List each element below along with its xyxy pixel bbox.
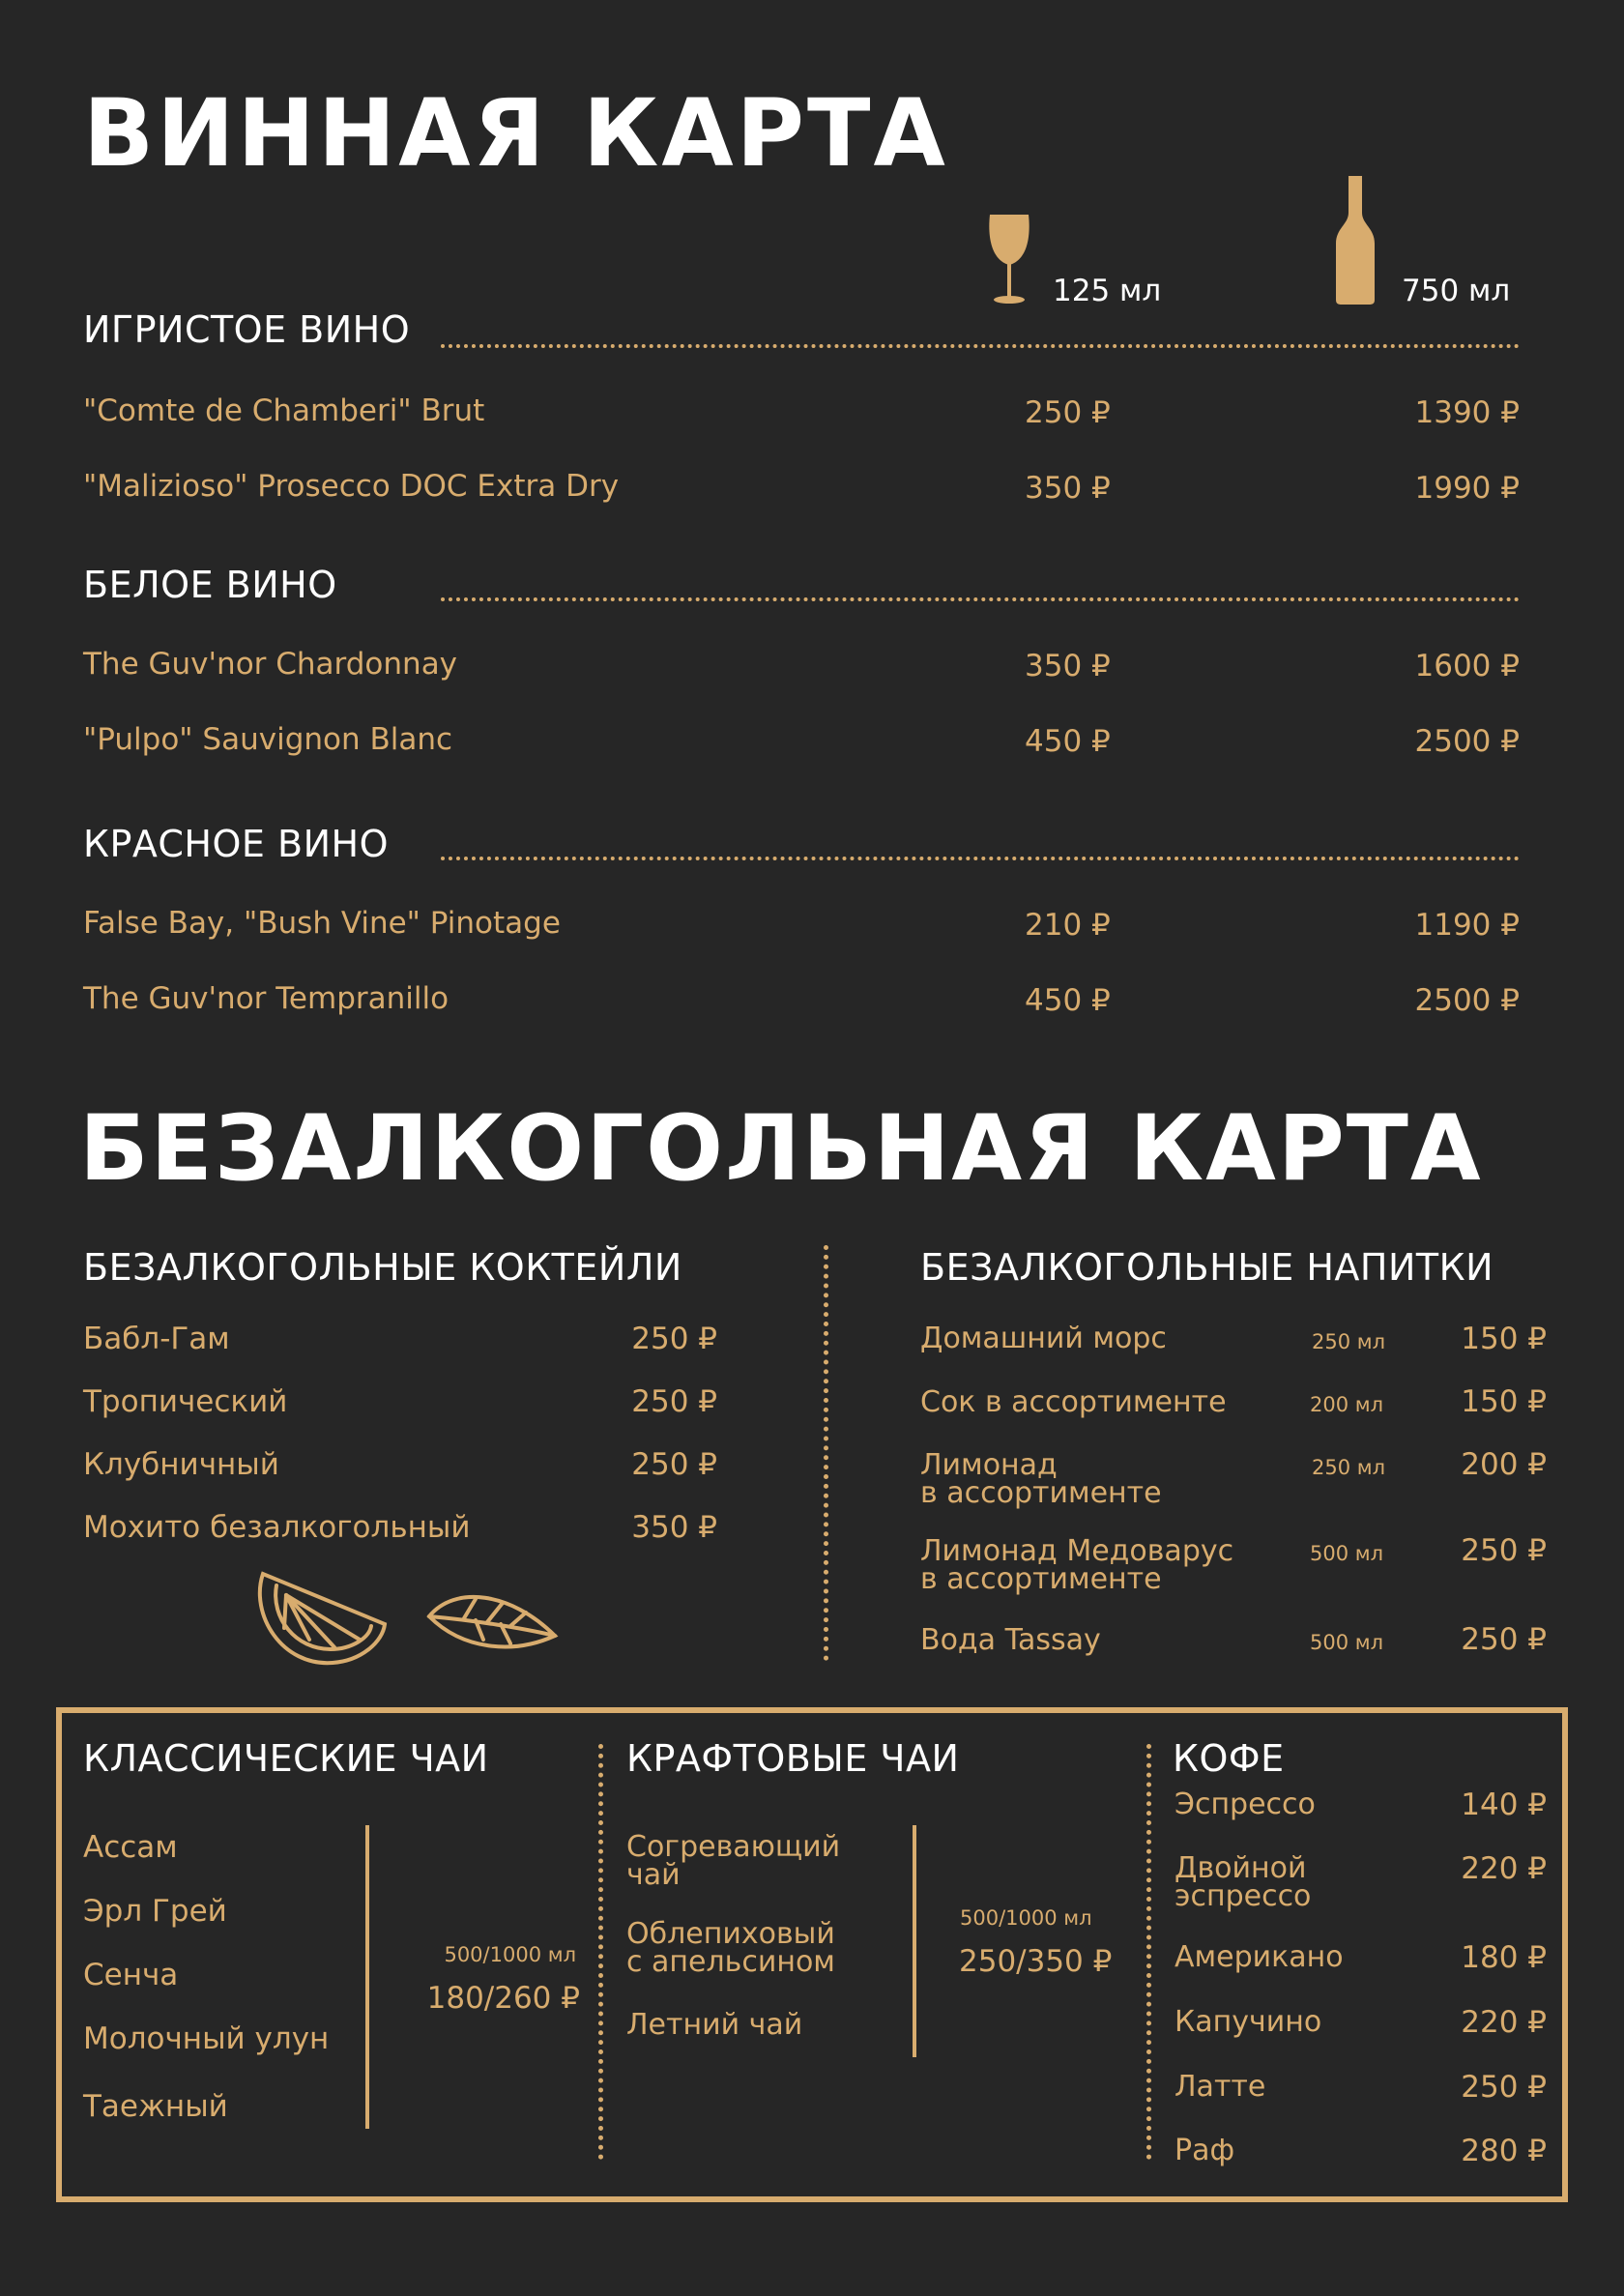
section-title-white: БЕЛОЕ ВИНО [83, 564, 337, 606]
bottle-volume-label: 750 мл [1402, 274, 1511, 308]
wine-item-bottle-price: 2500 ₽ [1414, 724, 1520, 759]
craft-tea-item: Летний чай [626, 2008, 803, 2042]
soft-menu-title: БЕЗАЛКОГОЛЬНАЯ КАРТА [79, 1096, 1483, 1202]
wine-glass-icon [986, 213, 1032, 305]
wine-item-glass-price: 210 ₽ [1025, 908, 1111, 943]
section-title-red: КРАСНОЕ ВИНО [83, 823, 389, 865]
cocktail-name: Мохито безалкогольный [83, 1510, 471, 1545]
wine-item-bottle-price: 1390 ₽ [1414, 395, 1520, 430]
cocktail-price: 250 ₽ [631, 1384, 717, 1419]
mint-leaf-icon [425, 1585, 561, 1655]
coffee-title: КОФЕ [1173, 1737, 1285, 1780]
coffee-price: 280 ₽ [1461, 2134, 1547, 2168]
dotted-divider [441, 857, 1520, 860]
wine-item-bottle-price: 2500 ₽ [1414, 983, 1520, 1018]
classic-tea-title: КЛАССИЧЕСКИЕ ЧАИ [83, 1737, 489, 1780]
classic-tea-item: Эрл Грей [83, 1894, 227, 1929]
drink-volume: 250 мл [1312, 1330, 1386, 1353]
wine-menu-title: ВИННАЯ КАРТА [83, 79, 948, 188]
section-title-sparkling: ИГРИСТОЕ ВИНО [83, 308, 411, 351]
coffee-price: 250 ₽ [1461, 2070, 1547, 2105]
bracket-line [913, 1825, 916, 2057]
drink-volume: 500 мл [1310, 1631, 1384, 1654]
drink-name: Вода Tassay [920, 1623, 1101, 1657]
coffee-item: Двойной эспрессо [1174, 1851, 1312, 1913]
wine-item-bottle-price: 1190 ₽ [1414, 908, 1520, 943]
drink-price: 150 ₽ [1461, 1384, 1547, 1419]
drink-name: Лимонад Медоварус в ассортименте [920, 1534, 1234, 1596]
cocktail-name: Клубничный [83, 1447, 279, 1482]
bracket-line [365, 1825, 369, 2129]
wine-item-name: "Comte de Chamberi" Brut [83, 393, 485, 428]
drink-volume: 500 мл [1310, 1542, 1384, 1565]
coffee-price: 220 ₽ [1461, 1851, 1547, 1886]
wine-item-name: "Malizioso" Prosecco DOC Extra Dry [83, 469, 620, 504]
classic-tea-item: Таежный [83, 2089, 228, 2124]
wine-bottle-icon [1334, 174, 1377, 305]
wine-item-glass-price: 350 ₽ [1025, 471, 1111, 506]
classic-tea-item: Молочный улун [83, 2021, 330, 2056]
glass-volume-label: 125 мл [1053, 274, 1162, 308]
column-divider [1146, 1744, 1151, 2160]
drink-price: 200 ₽ [1461, 1447, 1547, 1482]
wine-item-glass-price: 450 ₽ [1025, 983, 1111, 1018]
drink-volume: 200 мл [1310, 1393, 1384, 1416]
drink-price: 150 ₽ [1461, 1322, 1547, 1356]
drink-price: 250 ₽ [1461, 1622, 1547, 1657]
cocktail-price: 250 ₽ [631, 1322, 717, 1356]
coffee-item: Американо [1174, 1940, 1344, 1974]
wine-item-name: "Pulpo" Sauvignon Blanc [83, 722, 453, 757]
wine-item-glass-price: 350 ₽ [1025, 649, 1111, 683]
coffee-item: Латте [1174, 2070, 1266, 2104]
craft-tea-price: 250/350 ₽ [959, 1944, 1113, 1979]
cocktail-name: Бабл-Гам [83, 1322, 230, 1356]
wine-item-bottle-price: 1990 ₽ [1414, 471, 1520, 506]
drinks-title: БЕЗАЛКОГОЛЬНЫЕ НАПИТКИ [920, 1246, 1494, 1289]
wine-item-name: False Bay, "Bush Vine" Pinotage [83, 906, 561, 941]
coffee-price: 180 ₽ [1461, 1940, 1547, 1975]
coffee-item: Эспрессо [1174, 1787, 1316, 1821]
craft-tea-item: Облепиховый с апельсином [626, 1917, 835, 1979]
wine-item-glass-price: 250 ₽ [1025, 395, 1111, 430]
classic-tea-item: Сенча [83, 1958, 179, 1992]
craft-tea-item: Согревающий чай [626, 1830, 841, 1892]
cocktail-price: 350 ₽ [631, 1510, 717, 1545]
classic-tea-price: 180/260 ₽ [426, 1981, 580, 2016]
wine-item-name: The Guv'nor Tempranillo [83, 981, 450, 1016]
lemon-slice-icon [253, 1566, 389, 1674]
cocktail-price: 250 ₽ [631, 1447, 717, 1482]
cocktails-title: БЕЗАЛКОГОЛЬНЫЕ КОКТЕЙЛИ [83, 1246, 682, 1289]
column-divider [824, 1245, 828, 1661]
drink-price: 250 ₽ [1461, 1533, 1547, 1568]
dotted-divider [441, 597, 1520, 601]
column-divider [598, 1744, 603, 2160]
drink-volume: 250 мл [1312, 1456, 1386, 1479]
dotted-divider [441, 344, 1520, 348]
drink-name: Сок в ассортименте [920, 1385, 1227, 1419]
drink-name: Лимонад в ассортименте [920, 1448, 1162, 1510]
coffee-item: Раф [1174, 2134, 1235, 2167]
wine-item-bottle-price: 1600 ₽ [1414, 649, 1520, 683]
cocktail-name: Тропический [83, 1384, 288, 1419]
wine-item-glass-price: 450 ₽ [1025, 724, 1111, 759]
craft-tea-volume: 500/1000 мл [960, 1906, 1092, 1930]
coffee-price: 220 ₽ [1461, 2005, 1547, 2040]
craft-tea-title: КРАФТОВЫЕ ЧАИ [626, 1737, 960, 1780]
classic-tea-item: Ассам [83, 1830, 178, 1865]
classic-tea-volume: 500/1000 мл [444, 1943, 576, 1966]
drink-name: Домашний морс [920, 1322, 1167, 1355]
coffee-price: 140 ₽ [1461, 1787, 1547, 1822]
wine-item-name: The Guv'nor Chardonnay [83, 647, 458, 682]
coffee-item: Капучино [1174, 2005, 1322, 2039]
